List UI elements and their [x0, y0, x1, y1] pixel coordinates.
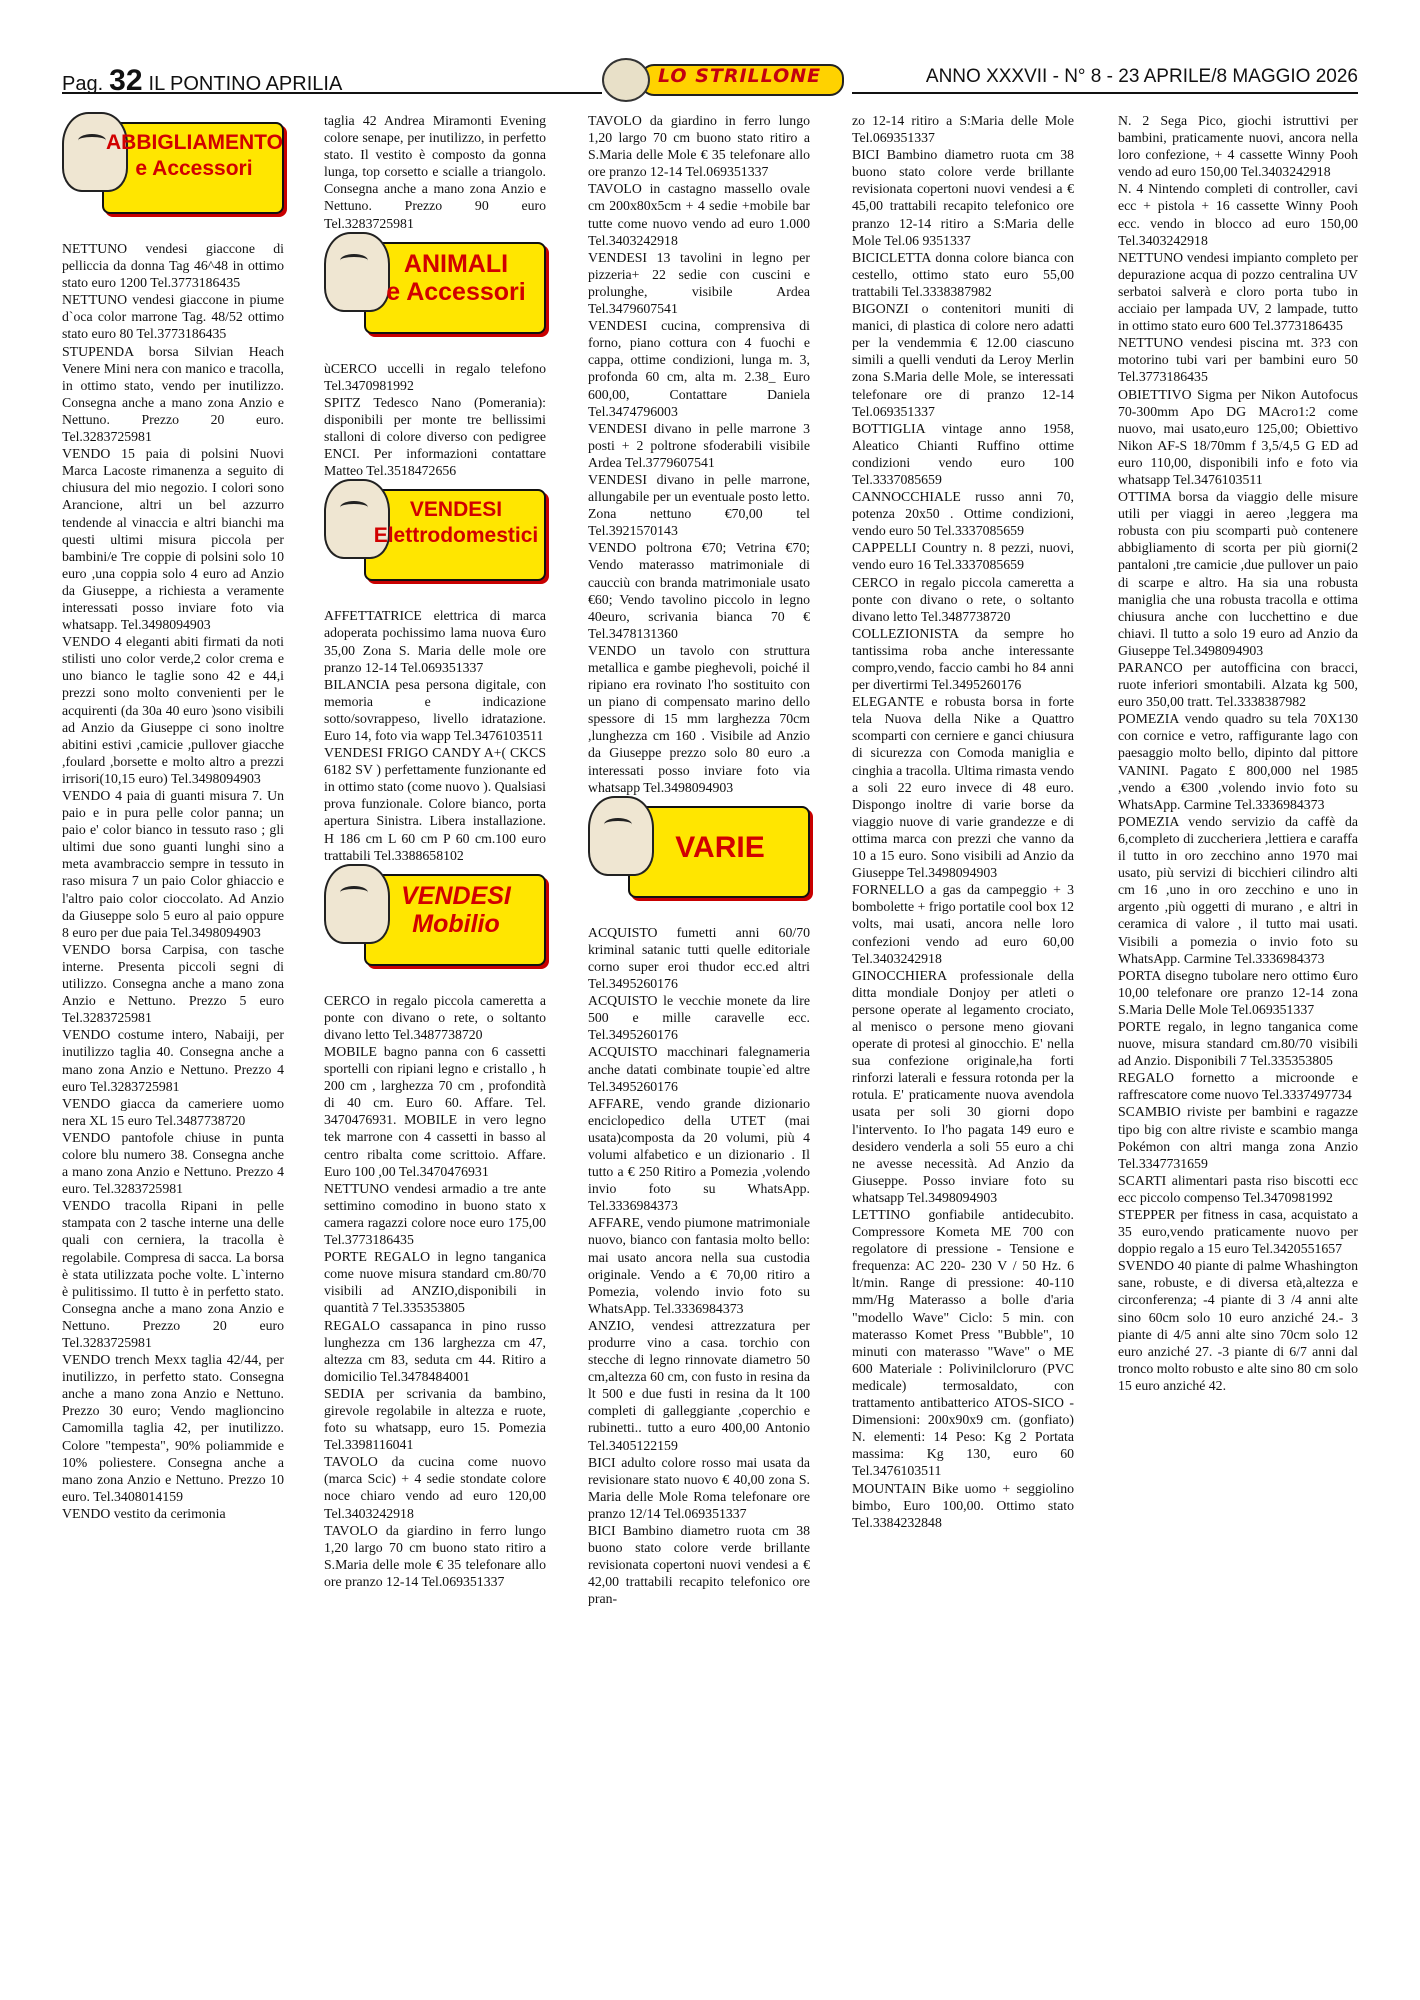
classified-ad: BICI adulto colore rosso mai usata da revisionare stato nuovo € 40,00 zona S. Maria delle Mole Roma telefonare ore pranzo 12/14 Tel.069351337 — [588, 1454, 810, 1521]
category-title-line2: e Accessori — [135, 157, 253, 180]
classified-ad: AFFARE, vendo piumone matrimoniale nuovo, bianco con fantasia molto bello: mai usato ancora nella sua custodia originale. Vendo a € 70,00 ritiro a Pomezia, volendo invio foto su WhatsApp. Tel.3336984373 — [588, 1215, 810, 1316]
classified-ad: COLLEZIONISTA da sempre ho tantissima roba anche interessante compro,vendo, faccio cambi ho 84 anni per divertirmi Tel.3495260176 — [852, 625, 1074, 693]
classified-ad: NETTUNO vendesi giaccone di pelliccia da donna Tag 46^48 in ottimo stato euro 1200 Tel.3773186435 — [62, 241, 284, 291]
classified-ad: VENDO tracolla Ripani in pelle stampata con 2 tasche interne una delle quali con cerniera, la tracolla è regolabile. Compresa di sacca. La borsa è stata utilizzata poche volte. L`interno è pulitissimo. Il tutto è in perfetto stato. Consegna anche a mano zona Anzio e Nettuno. Prezzo 20 euro Tel.3283725981 — [62, 1198, 284, 1350]
classified-ad: VENDESI 13 tavolini in legno per pizzeria+ 22 sedie con cuscini e prolunghe, visibile Ardea Tel.3479607541 — [588, 249, 810, 317]
classified-ad: taglia 42 Andrea Miramonti Evening colore senape, per inutilizzo, in perfetto stato. Il vestito è composto da gonna lunga, top corsetto e scialle a triangolo. Consegna anche a mano zona Anzio e Nettuno. Prezzo 90 euro Tel.3283725981 — [324, 113, 546, 231]
page-prefix: Pag. — [62, 73, 104, 95]
classified-ad: BOTTIGLIA vintage anno 1958, Aleatico Chianti Ruffino ottime condizioni vendo euro 100 Tel.3337085659 — [852, 420, 1074, 487]
classified-ad: FORNELLO a gas da campeggio + 3 bombolette + frigo portatile cool box 12 volts, mai usati, ancora nelle loro confezioni vendo ad euro 60,00 Tel.3403242918 — [852, 882, 1074, 966]
column-1 — [62, 112, 284, 1522]
classified-ad: REGALO fornetto a microonde e raffrescatore come nuovo Tel.3337497734 — [1118, 1070, 1358, 1103]
category-title — [368, 250, 544, 306]
classified-ad: SEDIA per scrivania da bambino, girevole regolabile in altezza e ruote, foto su whatsapp, euro 15. Pomezia Tel.3398116041 — [324, 1385, 546, 1453]
classified-ad: NETTUNO vendesi impianto completo per depurazione acqua di pozzo centralina UV serbatoi salverà e cloro porta tubo in acciaio per lampada UV, 2 lampade, tutto in ottimo stato euro 600 Tel.3773186435 — [1118, 249, 1358, 334]
classified-ad: VENDO 15 paia di polsini Nuovi Marca Lacoste rimanenza a seguito di chiusura del mio negozio. I colori sono Arancione, altri un bel azzurro tendende al vinaccia e altri bianchi ma questi ultimi misura piccola per bambini/e Tre coppie di polsini solo 10 euro ,una coppia solo 4 euro ad Anzio da Giuseppe, a richiesta a veramente interessati posso inviare foto via whatsapp. Tel.3498094903 — [62, 446, 284, 633]
classified-ad: VENDO 4 paia di guanti misura 7. Un paio e in pura pelle color panna; un paio e' color bianco in tessuto raso ; gli ultimi due sono guanti lunghi sino a meta avambraccio sempre in tessuto in raso misura 7 un paio Color ghiaccio e l'altro paio color cioccolato. Ad Anzio da Giuseppe solo 5 euro al paio oppure 8 euro per due paia Tel.3498094903 — [62, 788, 284, 940]
classified-ad: TAVOLO da giardino in ferro lungo 1,20 largo 70 cm buono stato ritiro a S.Maria delle mole € 35 telefonare allo ore pranzo 12-14 Tel.069351337 — [324, 1522, 546, 1589]
classified-ad: VENDO pantofole chiuse in punta colore blu numero 38. Consegna anche a mano zona Anzio e Nettuno. Prezzo 4 euro. Tel.3283725981 — [62, 1129, 284, 1197]
column-3 — [588, 112, 810, 1608]
classified-ad: VENDO poltrona €70; Vetrina €70; Vendo materasso matrimoniale di caucciù con branda matrimoniale usato €60; Vendo tavolino piccolo in legno 40euro, scrivania bianca 70 € Tel.3478131360 — [588, 540, 810, 641]
classified-ad: VENDESI FRIGO CANDY A+( CKCS 6182 SV ) perfettamente funzionante ed in ottimo stato (come nuovo ). Qualsiasi prova funzionale. Colore bianco, porta apertura Sinistra. Libera installazione. H 186 cm L 60 cm P 60 cm.100 euro trattabili Tel.3388658102 — [324, 745, 546, 863]
page-header — [62, 58, 1358, 100]
category-title — [106, 130, 282, 182]
classified-ad: VENDESI divano in pelle marrone 3 posti + 2 poltrone sfoderabili visibile Ardea Tel.3779607541 — [588, 420, 810, 470]
classified-ad: MOBILE bagno panna con 6 cassetti sportelli con ripiani legno e cristallo , h 200 cm , larghezza 70 cm , profondità di 40 cm. Euro 60. Affare. Tel. 3470476931. MOBILE in vero legno tek marrone con 4 cassetti in basso al centro ribalta come scrittoio. Affare. Euro 100 ,00 Tel.3470476931 — [324, 1044, 546, 1179]
classified-ad: N. 4 Nintendo completi di controller, cavi ecc + pistola + 16 cassette Winny Pooh ecc. vendo in blocco ad euro 150,00 Tel.3403242918 — [1118, 181, 1358, 248]
classified-ad: ACQUISTO le vecchie monete da lire 500 e mille caravelle ecc. Tel.3495260176 — [588, 993, 810, 1043]
classified-ad: BICI Bambino diametro ruota cm 38 buono stato colore verde brillante revisionata copertoni nuovi vendesi a € 45,00 trattabili recapito telefonico ore pranzo 12-14 ritiro a S:Maria delle Mole Tel.06 9351337 — [852, 147, 1074, 248]
column-4 — [852, 112, 1074, 1531]
classified-ad: VENDO trench Mexx taglia 42/44, per inutilizzo, in perfetto stato. Consegna anche a mano zona Anzio e Nettuno. Prezzo 30 euro; Vendo maglioncino Camomilla taglia 42, per inutilizzo. Colore "tempesta", 90% poliammide e 10% poliestere. Consegna anche a mano zona Anzio e Nettuno. Prezzo 10 euro. Tel.3408014159 — [62, 1352, 284, 1504]
classified-ad: PORTE REGALO in legno tanganica come nuove misura standard cm.80/70 visibili ad ANZIO,disponibili in quantità 7 Tel.335353805 — [324, 1249, 546, 1316]
classified-ad: ùCERCO uccelli in regalo telefono Tel.3470981992 — [324, 360, 546, 393]
category-header — [324, 232, 546, 350]
classified-ad: VENDO giacca da cameriere uomo nera XL 15 euro Tel.3487738720 — [62, 1095, 284, 1128]
classified-ad: BICICLETTA donna colore bianca con cestello, ottimo stato euro 55,00 trattabili Tel.3338387982 — [852, 249, 1074, 299]
masthead-logo — [602, 56, 852, 100]
classified-ad: NETTUNO vendesi armadio a tre ante settimino comodino in buono stato x camera ragazzi colore noce euro 175,00 Tel.3773186435 — [324, 1180, 546, 1248]
classified-ad: N. 2 Sega Pico, giochi istruttivi per bambini, praticamente nuovi, ancora nella loro confezione, + 4 cassette Winny Pooh vendo ad euro 150,00 Tel.3403242918 — [1118, 113, 1358, 180]
classified-ad: BICI Bambino diametro ruota cm 38 buono stato colore verde brillante revisionata copertoni nuovi vendesi a € 42,00 trattabili recapito telefonico ore pran- — [588, 1523, 810, 1607]
classified-ad: LETTINO gonfiabile antidecubito. Compressore Kometa ME 700 con regolatore di pressione - Tensione e frequenza: AC 220- 230 V / 50 Hz. 6 lt/min. Range di pressione: 40-110 mm/Hg Materasso a bolle d'aria "modello Wave" Ciclo: 5 min. con materasso Komet Press "Bubble", 10 minuti con materasso "Wave" o ME 600 Materiale : Polivinilcloruro (PVC medicale) termosaldato, con trattamento antibatterico ATOS-SICO - Dimensioni: 200x90x9 cm. (gonfiato) N. elementi: 14 Peso: Kg 2 Portata massima: Kg 130, euro 60 Tel.3476103511 — [852, 1207, 1074, 1479]
classified-ad: BIGONZI o contenitori muniti di manici, di plastica di colore nero adatti per la vendemmia € 12.00 ciascuno simili a quelli venduti da Leroy Merlin zona S.Maria delle Mole, se interessati telefonare ore di pranzo 12-14 Tel.069351337 — [852, 301, 1074, 419]
column-2 — [324, 112, 546, 1590]
category-header — [588, 796, 810, 914]
classified-ad: AFFARE, vendo grande dizionario enciclopedico della UTET (mai usata)composta da 20 volumi, più 4 volumi alfabetico e un dizionario . Il tutto a € 250 Ritiro a Pomezia ,volendo invio foto su WhatsApp. Tel.3336984373 — [588, 1095, 810, 1214]
category-title-line1: VENDESI — [409, 498, 503, 522]
classified-ad: VENDESI divano in pelle marrone, allungabile per un eventuale posto letto. Zona nettuno €70,00 tel Tel.3921570143 — [588, 471, 810, 539]
classified-ad: NETTUNO vendesi giaccone in piume d`oca color marrone Tag. 48/52 ottimo stato euro 80 Tel.3773186435 — [62, 292, 284, 342]
classified-ad: PORTE regalo, in legno tanganica come nuove, misura standard cm.80/70 visibili ad Anzio. Disponibili 7 Tel.335353805 — [1118, 1018, 1358, 1069]
classified-ad: CERCO in regalo piccola cameretta a ponte con divano o rete, o soltanto divano letto Tel.3487738720 — [324, 992, 546, 1042]
category-title — [632, 830, 808, 864]
category-title-line2: Mobilio — [412, 909, 500, 938]
classified-ad: POMEZIA vendo quadro su tela 70X130 con cornice e vetro, raffigurante lago con paesaggio molto bello, dipinto dal pittore VANINI. Pagato £ 800,000 nel 1985 ,vendo a €300 ,volendo invio foto su WhatsApp. Carmine Tel.3336984373 — [1118, 711, 1358, 812]
classified-ad: STUPENDA borsa Silvian Heach Venere Mini nera con manico e tracolla, in ottimo stato, vendo per inutilizzo. Consegna anche a mano zona Anzio e Nettuno. Prezzo 20 euro. Tel.3283725981 — [62, 343, 284, 445]
category-title-line1: VARIE — [675, 830, 765, 864]
classified-ad: PORTA disegno tubolare nero ottimo €uro 10,00 telefonare ore pranzo 12-14 zona S.Maria Delle Mole Tel.069351337 — [1118, 967, 1358, 1017]
classified-ad: OTTIMA borsa da viaggio delle misure utili per viaggi in aereo ,leggera ma robusta con piu scomparti può contenere abbigliamento di scorta per più giorni(2 pantaloni ,tre camicie ,due pullover un paio di scarpe e altro. Ha sia una robusta maniglia che una robusta tracolla e ottima chiusura anche con lucchettino e due chiavi. Il tutto a solo 19 euro ad Anzio da Giuseppe Tel.3498094903 — [1118, 489, 1358, 658]
classified-ad: zo 12-14 ritiro a S:Maria delle Mole Tel.069351337 — [852, 113, 1074, 146]
classified-ad: TAVOLO da giardino in ferro lungo 1,20 largo 70 cm buono stato ritiro a S.Maria delle Mole € 35 telefonare allo ore pranzo 12-14 Tel.069351337 — [588, 113, 810, 180]
category-title — [368, 882, 544, 938]
publication-name: IL PONTINO APRILIA — [148, 73, 343, 95]
classified-ad: ANZIO, vendesi attrezzatura per produrre vino a casa. torchio con stecche di legno rinnovate diametro 50 cm,altezza 60 cm, con fusto in resina da lt 500 e due fusti in resina da lt 100 completi di galleggiante ,coperchio e rubinetti.. tutto a euro 400,00 Antonio Tel.3405122159 — [588, 1317, 810, 1453]
category-title-line1: VENDESI — [401, 881, 511, 910]
category-title-line2: e Accessori — [386, 277, 526, 306]
category-header — [62, 112, 284, 230]
classified-ad: ELEGANTE e robusta borsa in forte tela Nuova della Nike a Quattro scomparti con cerniere e ganci chiusura di sicurezza con Comoda maniglia e cinghia a tracolla. Ultima rimasta vendo a soli 22 euro invece di 48 euro. Dispongo inoltre di varie borse da viaggio nuove di varie grandezze e di ottima marca con prezzi che vanno da 10 a 15 euro. Sono visibili ad Anzio da Giuseppe Tel.3498094903 — [852, 694, 1074, 881]
classified-ad: TAVOLO in castagno massello ovale cm 200x80x5cm + 4 sedie +mobile bar tutte come nuovo vendo ad euro 1.000 Tel.3403242918 — [588, 181, 810, 248]
classified-ad: VENDESI cucina, comprensiva di forno, piano cottura con 4 fuochi e cappa, ottime condizioni, lunga m. 3, profonda 60 cm, alta m. 2.38_ Euro 600,00, Contattare Daniela Tel.3474796003 — [588, 318, 810, 419]
category-title-line1: ANIMALI — [403, 249, 509, 278]
classified-ad: TAVOLO da cucina come nuovo (marca Scic) + 4 sedie stondate colore noce chiaro vendo ad euro 120,00 Tel.3403242918 — [324, 1454, 546, 1521]
classified-ad: VENDO un tavolo con struttura metallica e gambe pieghevoli, poiché il ripiano era rovinato l'ho sostituito con un piano di compensato marino dello spessore di 15 mm larghezza 70cm ,lunghezza cm 160 . Visibile ad Anzio da Giuseppe prezzo solo 80 euro .a interessati posso inviare foto via whatsapp Tel.3498094903 — [588, 642, 810, 795]
classified-ad: VENDO borsa Carpisa, con tasche interne. Presenta piccoli segni di utilizzo. Consegna anche a mano zona Anzio e Nettuno. Prezzo 5 euro Tel.3283725981 — [62, 941, 284, 1026]
column-5 — [1118, 112, 1358, 1394]
classified-ad: VENDO 4 eleganti abiti firmati da noti stilisti uno color verde,2 color crema e uno bianco le taglie sono 42 e 44,i prezzi sono molto convenienti per le acquirenti (da 30a 40 euro )sono visibili ad Anzio da Giuseppe ci sono inoltre abitini estivi ,camicie ,pullover giacche ,foulard ,borsette e molto altro a prezzi irrisori(10,15 euro) Tel.3498094903 — [62, 634, 284, 786]
newsboy-mascot-icon — [602, 58, 650, 102]
masthead-title: LO STRILLONE — [658, 65, 822, 87]
classified-ad: ACQUISTO macchinari falegnameria anche datati combinate toupie`ed altre Tel.3495260176 — [588, 1044, 810, 1094]
classified-ad: PARANCO per autofficina con bracci, ruote inferiori smontabili. Alzata kg 500, euro 350,00 tratt. Tel.3338387982 — [1118, 660, 1358, 710]
classified-ad: AFFETTATRICE elettrica di marca adoperata pochissimo lama nuova €uro 35,00 Zona S. Maria delle mole ore pranzo 12-14 Tel.069351337 — [324, 608, 546, 675]
classified-ad: MOUNTAIN Bike uomo + seggiolino bimbo, Euro 100,00. Ottimo stato Tel.3384232848 — [852, 1480, 1074, 1530]
page-number: 32 — [109, 64, 143, 97]
classified-ad: CAPPELLI Country n. 8 pezzi, nuovi, vendo euro 16 Tel.3337085659 — [852, 540, 1074, 573]
category-header — [324, 864, 546, 982]
classified-ad: REGALO cassapanca in pino russo lunghezza cm 136 larghezza cm 47, altezza cm 83, seduta cm 44. Ritiro a domicilio Tel.3478484001 — [324, 1317, 546, 1384]
classified-ad: GINOCCHIERA professionale della ditta mondiale Donjoy per atleti o persone operate al legamento crociato, al menisco o persone meno giovani operate di protesi al ginocchio. E' nella sua confezione originale,ha forti rinforzi laterali e fessura rotonda per la rotula. E' praticamente nuova avendola usata per soli 30 giorni dopo l'intervento. Io l'ho pagata 149 euro e desidero venderla a soli 55 euro a chi ne avesse necessità. Ad Anzio da Giuseppe. Posso inviare foto su whatsapp Tel.3498094903 — [852, 967, 1074, 1205]
classified-ad: ACQUISTO fumetti anni 60/70 kriminal satanic tutti quelle editoriale corno super eroi thudor ecc.ed altri Tel.3495260176 — [588, 924, 810, 992]
classified-ad: BILANCIA pesa persona digitale, con memoria e indicazione sotto/sovrappeso, livello idratazione. Euro 14, foto via wapp Tel.3476103511 — [324, 676, 546, 743]
category-title-line2: Elettrodomestici — [373, 524, 539, 548]
classified-ad: VENDO costume intero, Nabaiji, per inutilizzo taglia 40. Consegna anche a mano zona Anzio e Nettuno. Prezzo 4 euro Tel.3283725981 — [62, 1027, 284, 1094]
classified-ad: SPITZ Tedesco Nano (Pomerania): disponibili per monte tre bellissimi stalloni di colore diverso con pedigree ENCI. Per informazioni contattare Matteo Tel.3518472656 — [324, 394, 546, 479]
classified-ad: NETTUNO vendesi piscina mt. 3?3 con motorino tubi vari per bambini euro 50 Tel.3773186435 — [1118, 335, 1358, 385]
category-title-line1: ABBIGLIAMENTO — [106, 131, 283, 154]
classified-ad: CERCO in regalo piccola cameretta a ponte con divano o rete, o soltanto divano letto Tel.3487738720 — [852, 574, 1074, 624]
classified-ad: SCARTI alimentari pasta riso biscotti ecc ecc piccolo compenso Tel.3470981992 — [1118, 1172, 1358, 1205]
classified-ad: SCAMBIO riviste per bambini e ragazze tipo big con altre riviste e scambio manga Pokémon con altri manga zona Anzio Tel.3347731659 — [1118, 1104, 1358, 1171]
issue-info: ANNO XXXVII - N° 8 - 23 APRILE/8 MAGGIO 2026 — [925, 66, 1358, 87]
classified-ad: STEPPER per fitness in casa, acquistato a 35 euro,vendo praticamente nuovo per doppio regalo a 15 euro Tel.3420551657 — [1118, 1207, 1358, 1257]
classified-ad: SVENDO 40 piante di palme Whashington sane, robuste, e di diversa età,altezza e circonferenza; -4 piante di 3 /4 anni alte sino 60cm solo 10 euro anziché 24.- 3 piante di 4/5 anni alte sino 70cm solo 12 euro anziché 27. -3 piante di 6/7 anni dal tronco molto robusto e alte sino 80 cm solo 15 euro anziché 42. — [1118, 1258, 1358, 1393]
category-title — [368, 497, 544, 549]
classified-ad: OBIETTIVO Sigma per Nikon Autofocus 70-300mm Apo DG MAcro1:2 come nuovo, mai usato,euro 125,00; Obiettivo Nikon AF-S 18/70mm f 3,5/4,5 G ED ad euro 110,00, disponibili info e foto via whatsapp Tel.3476103511 — [1118, 386, 1358, 487]
category-header — [324, 479, 546, 597]
classified-ad: CANNOCCHIALE russo anni 70, potenza 20x50 . Ottime condizioni, vendo euro 50 Tel.3337085659 — [852, 489, 1074, 539]
classified-ad: POMEZIA vendo servizio da caffè da 6,completo di zuccheriera ,lettiera e caraffa il tutto in oro zecchino anno 1970 mai usato, più servizi di bicchieri cilindro alti cm 16 ,uno in oro zecchino e uno in argento ,più oggetti di murano , e altri in ceramica di valore , il tutto mai usati. Visibili a pomezia o invio foto su WhatsApp. Carmine Tel.3336984373 — [1118, 813, 1358, 966]
classified-ad: VENDO vestito da cerimonia — [62, 1505, 226, 1521]
